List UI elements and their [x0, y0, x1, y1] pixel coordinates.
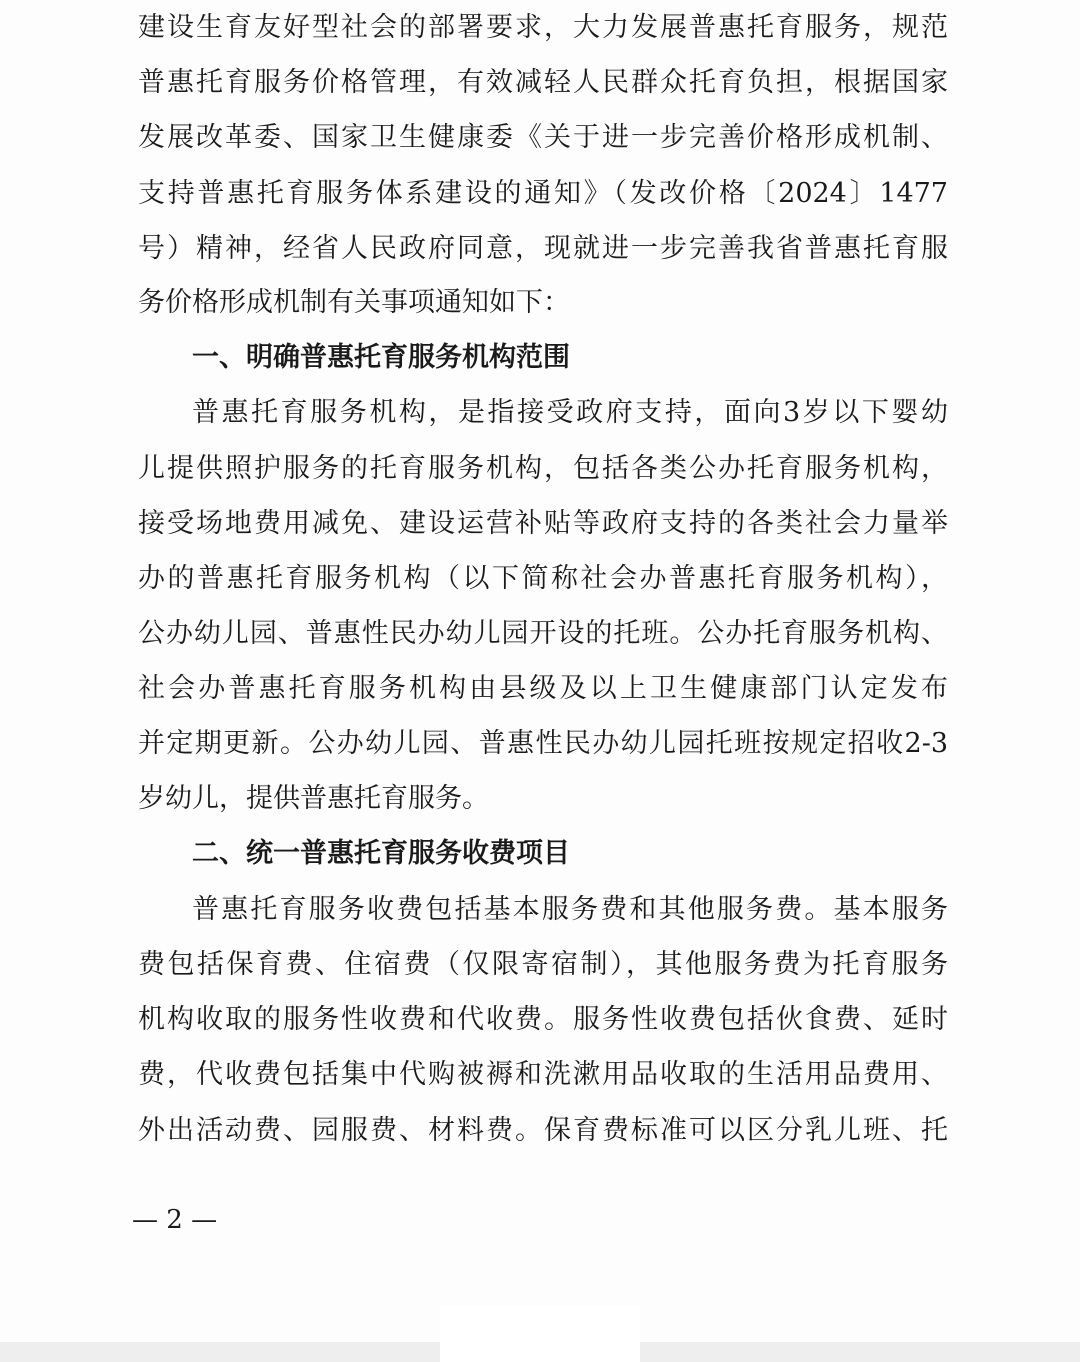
scan-gap [440, 1306, 640, 1362]
section-1-line-3: 接受场地费用减免、建设运营补贴等政府支持的各类社会力量举 [138, 508, 948, 539]
section-1-line-1: 普惠托育服务机构，是指接受政府支持，面向3岁以下婴幼 [192, 397, 948, 428]
section-2-line-3: 机构收取的服务性收费和代收费。服务性收费包括伙食费、延时 [138, 1004, 948, 1035]
section-1-line-2: 儿提供照护服务的托育服务机构，包括各类公办托育服务机构， [138, 453, 948, 484]
section-2-line-5: 外出活动费、园服费、材料费。保育费标准可以区分乳儿班、托 [138, 1115, 948, 1146]
section-2-line-2: 费包括保育费、住宿费（仅限寄宿制），其他服务费为托育服务 [138, 949, 948, 980]
page-number: — 2 — [132, 1205, 218, 1235]
section-1-line-5: 公办幼儿园、普惠性民办幼儿园开设的托班。公办托育服务机构、 [138, 618, 948, 649]
section-1-heading: 一、明确普惠托育服务机构范围 [192, 342, 570, 373]
section-2-heading: 二、统一普惠托育服务收费项目 [192, 838, 570, 869]
intro-line-3: 发展改革委、国家卫生健康委《关于进一步完善价格形成机制、 [138, 122, 948, 153]
section-2-line-1: 普惠托育服务收费包括基本服务费和其他服务费。基本服务 [192, 894, 948, 925]
section-1-line-7: 并定期更新。公办幼儿园、普惠性民办幼儿园托班按规定招收2-3 [138, 728, 948, 759]
intro-line-6: 务价格形成机制有关事项通知如下： [138, 287, 570, 318]
section-1-line-8: 岁幼儿，提供普惠托育服务。 [138, 783, 489, 814]
intro-line-1: 建设生育友好型社会的部署要求，大力发展普惠托育服务，规范 [138, 12, 948, 43]
intro-line-4: 支持普惠托育服务体系建设的通知》（发改价格〔2024〕1477 [138, 178, 948, 209]
section-1-line-4: 办的普惠托育服务机构（以下简称社会办普惠托育服务机构）， [138, 563, 948, 594]
section-2-line-4: 费，代收费包括集中代购被褥和洗漱用品收取的生活用品费用、 [138, 1059, 948, 1090]
intro-line-2: 普惠托育服务价格管理，有效减轻人民群众托育负担，根据国家 [138, 67, 948, 98]
section-1-line-6: 社会办普惠托育服务机构由县级及以上卫生健康部门认定发布 [138, 673, 948, 704]
intro-line-5: 号）精神，经省人民政府同意，现就进一步完善我省普惠托育服 [138, 233, 948, 264]
